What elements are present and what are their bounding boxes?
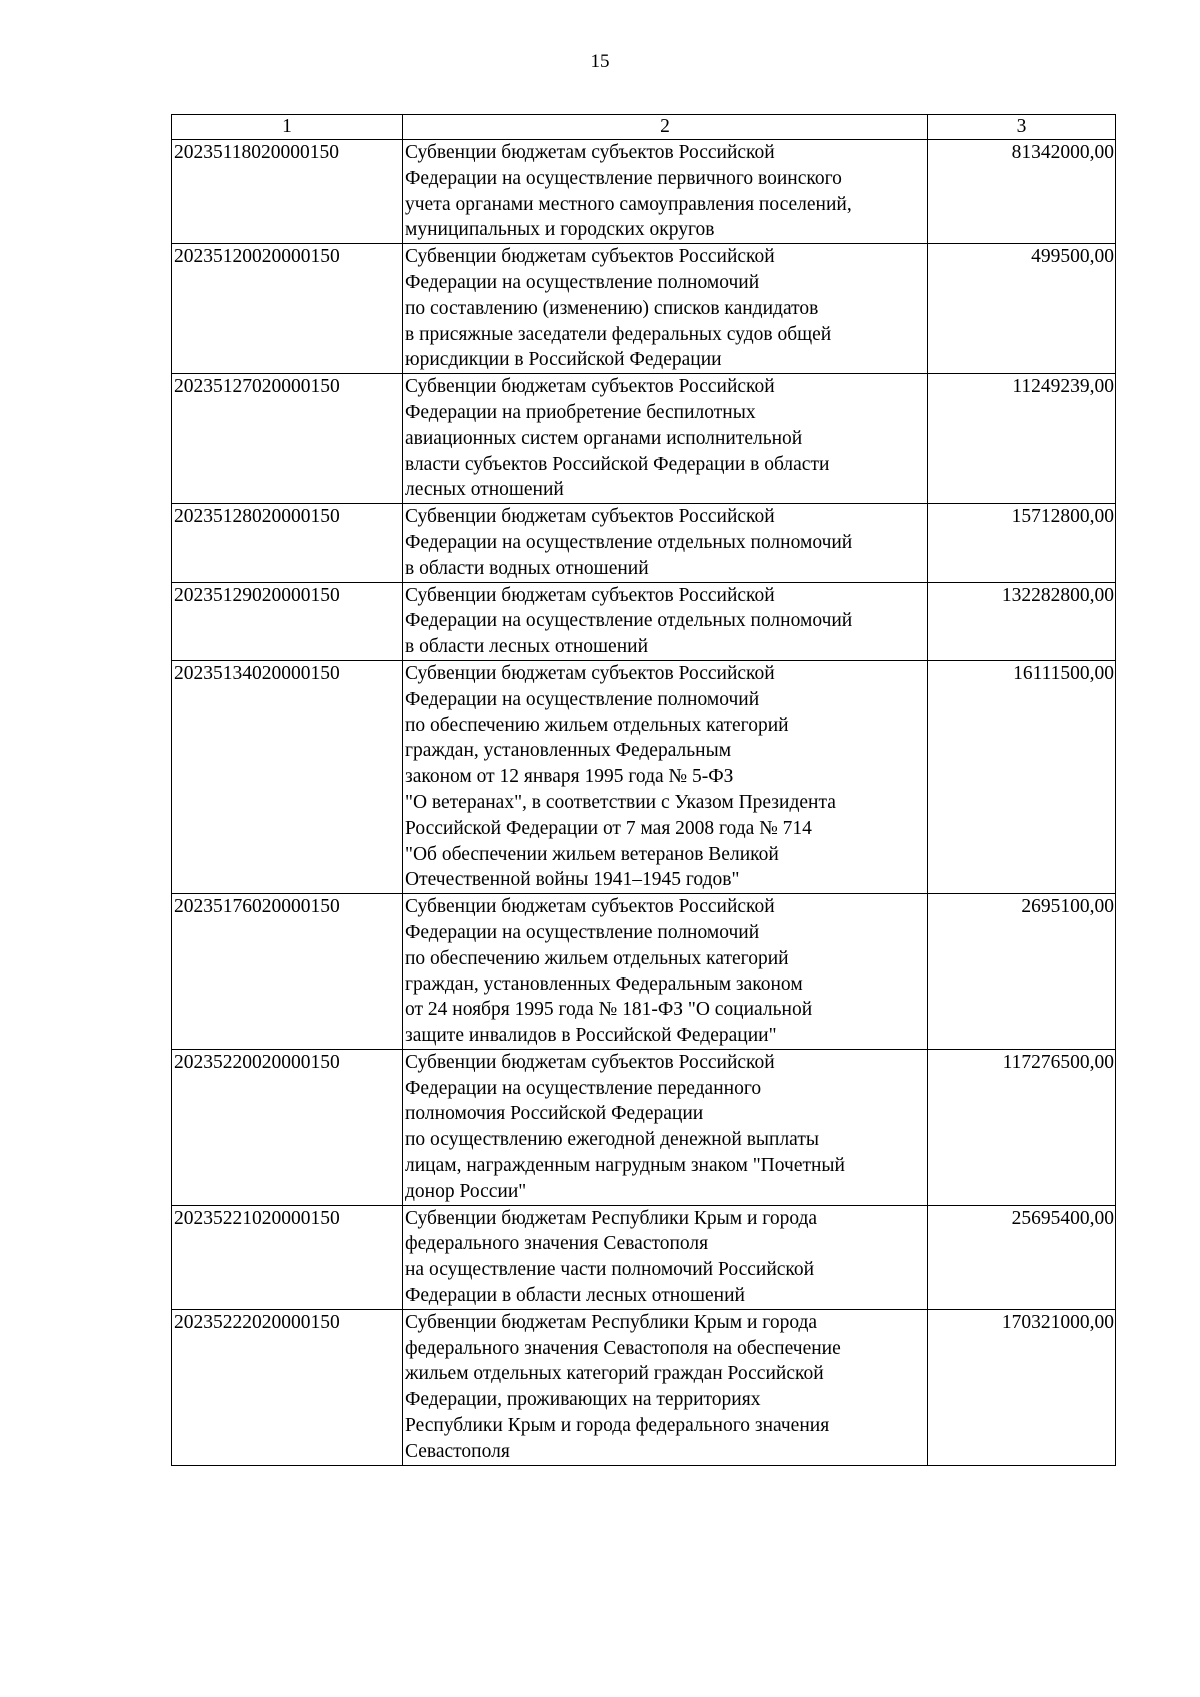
description-line: муниципальных и городских округов xyxy=(405,219,715,241)
description-line: Федерации на осуществление отдельных полномочий xyxy=(405,531,853,553)
description-line: в присяжные заседатели федеральных судов общей xyxy=(405,323,832,345)
description-line: по обеспечению жильем отдельных категорий xyxy=(405,714,789,736)
budget-code-cell: 20235120020000150 xyxy=(172,244,403,374)
table-row xyxy=(172,1309,1116,1465)
description-line: по осуществлению ежегодной денежной выплаты xyxy=(405,1129,819,1151)
description-cell xyxy=(403,660,928,893)
table-row xyxy=(172,582,1116,660)
description-line: Республики Крым и города федерального значения xyxy=(405,1415,830,1437)
description-line: юрисдикции в Российской Федерации xyxy=(405,349,722,371)
description-cell xyxy=(403,894,928,1050)
budget-code-cell: 20235222020000150 xyxy=(172,1309,403,1465)
description-cell xyxy=(403,374,928,504)
budget-code-cell: 20235134020000150 xyxy=(172,660,403,893)
description-line: по обеспечению жильем отдельных категорий xyxy=(405,947,789,969)
description-line: Субвенции бюджетам субъектов Российской xyxy=(405,584,775,606)
description-line: Федерации, проживающих на территориях xyxy=(405,1389,761,1411)
description-line: лицам, награжденным нагрудным знаком "Почетный xyxy=(405,1155,845,1177)
table-row xyxy=(172,1049,1116,1205)
description-line: Субвенции бюджетам Республики Крым и города xyxy=(405,1207,818,1229)
description-line: в области лесных отношений xyxy=(405,636,649,658)
description-cell xyxy=(403,1205,928,1309)
description-line: лесных отношений xyxy=(405,479,564,501)
description-line: по составлению (изменению) списков кандидатов xyxy=(405,297,819,319)
description-cell xyxy=(403,504,928,582)
description-line: авиационных систем органами исполнительной xyxy=(405,427,803,449)
amount-cell: 15712800,00 xyxy=(928,504,1116,582)
description-line: в области водных отношений xyxy=(405,557,649,579)
column-header-code: 1 xyxy=(172,115,403,140)
description-line: полномочия Российской Федерации xyxy=(405,1103,704,1125)
table-row xyxy=(172,660,1116,893)
description-line: Субвенции бюджетам субъектов Российской xyxy=(405,376,775,398)
amount-cell: 16111500,00 xyxy=(928,660,1116,893)
table-row xyxy=(172,894,1116,1050)
description-cell xyxy=(403,1049,928,1205)
budget-table xyxy=(171,114,1116,1466)
description-line: Субвенции бюджетам субъектов Российской xyxy=(405,246,775,268)
description-line: Субвенции бюджетам субъектов Российской xyxy=(405,1051,775,1073)
description-cell xyxy=(403,140,928,244)
amount-cell: 11249239,00 xyxy=(928,374,1116,504)
description-line: Субвенции бюджетам субъектов Российской xyxy=(405,896,775,918)
budget-code-cell: 20235221020000150 xyxy=(172,1205,403,1309)
amount-cell: 81342000,00 xyxy=(928,140,1116,244)
amount-cell: 2695100,00 xyxy=(928,894,1116,1050)
page-number: 15 xyxy=(590,51,610,72)
description-line: граждан, установленных Федеральным законом xyxy=(405,973,803,995)
budget-code-cell: 20235220020000150 xyxy=(172,1049,403,1205)
amount-cell: 25695400,00 xyxy=(928,1205,1116,1309)
description-line: граждан, установленных Федеральным xyxy=(405,740,732,762)
description-line: Федерации на осуществление первичного воинского xyxy=(405,167,842,189)
description-line: Субвенции бюджетам субъектов Российской xyxy=(405,662,775,684)
description-line: Субвенции бюджетам субъектов Российской xyxy=(405,142,775,163)
budget-code-cell: 20235127020000150 xyxy=(172,374,403,504)
amount-cell: 170321000,00 xyxy=(928,1309,1116,1465)
table-body xyxy=(172,140,1116,1466)
budget-code-cell: 20235129020000150 xyxy=(172,582,403,660)
description-line: власти субъектов Российской Федерации в области xyxy=(405,453,830,475)
description-line: Субвенции бюджетам субъектов Российской xyxy=(405,506,775,528)
description-cell xyxy=(403,1309,928,1465)
description-line: Федерации на осуществление переданного xyxy=(405,1077,762,1099)
table-row xyxy=(172,1205,1116,1309)
description-line: учета органами местного самоуправления поселений, xyxy=(405,193,852,215)
table-row xyxy=(172,374,1116,504)
description-line: "Об обеспечении жильем ветеранов Великой xyxy=(405,843,779,865)
description-line: на осуществление части полномочий Российской xyxy=(405,1259,815,1281)
description-line: федерального значения Севастополя на обеспечение xyxy=(405,1337,841,1359)
description-line: Севастополя xyxy=(405,1440,510,1462)
budget-code-cell: 20235118020000150 xyxy=(172,140,403,244)
description-line: Федерации на осуществление отдельных полномочий xyxy=(405,610,853,632)
amount-cell: 499500,00 xyxy=(928,244,1116,374)
budget-code-cell: 20235176020000150 xyxy=(172,894,403,1050)
description-line: федерального значения Севастополя xyxy=(405,1233,709,1255)
description-line: Федерации на осуществление полномочий xyxy=(405,688,760,710)
description-cell xyxy=(403,244,928,374)
description-line: "О ветеранах", в соответствии с Указом Президента xyxy=(405,791,836,813)
amount-cell: 132282800,00 xyxy=(928,582,1116,660)
description-line: Федерации на приобретение беспилотных xyxy=(405,401,756,423)
description-line: Федерации на осуществление полномочий xyxy=(405,921,760,943)
table-header-row xyxy=(172,115,1116,140)
description-line: Отечественной войны 1941–1945 годов" xyxy=(405,869,740,891)
description-line: жильем отдельных категорий граждан Российской xyxy=(405,1363,824,1385)
description-line: от 24 ноября 1995 года № 181-ФЗ "О социальной xyxy=(405,999,813,1021)
description-line: защите инвалидов в Российской Федерации" xyxy=(405,1025,777,1047)
column-header-amount: 3 xyxy=(928,115,1116,140)
amount-cell: 117276500,00 xyxy=(928,1049,1116,1205)
description-line: законом от 12 января 1995 года № 5-ФЗ xyxy=(405,766,734,788)
budget-code-cell: 20235128020000150 xyxy=(172,504,403,582)
description-line: Федерации в области лесных отношений xyxy=(405,1285,745,1307)
description-line: Российской Федерации от 7 мая 2008 года № 714 xyxy=(405,817,812,839)
description-line: Субвенции бюджетам Республики Крым и города xyxy=(405,1311,818,1333)
description-line: донор России" xyxy=(405,1180,527,1202)
description-line: Федерации на осуществление полномочий xyxy=(405,271,760,293)
table-row xyxy=(172,504,1116,582)
column-header-description: 2 xyxy=(403,115,928,140)
table-row xyxy=(172,140,1116,244)
description-cell xyxy=(403,582,928,660)
table-row xyxy=(172,244,1116,374)
